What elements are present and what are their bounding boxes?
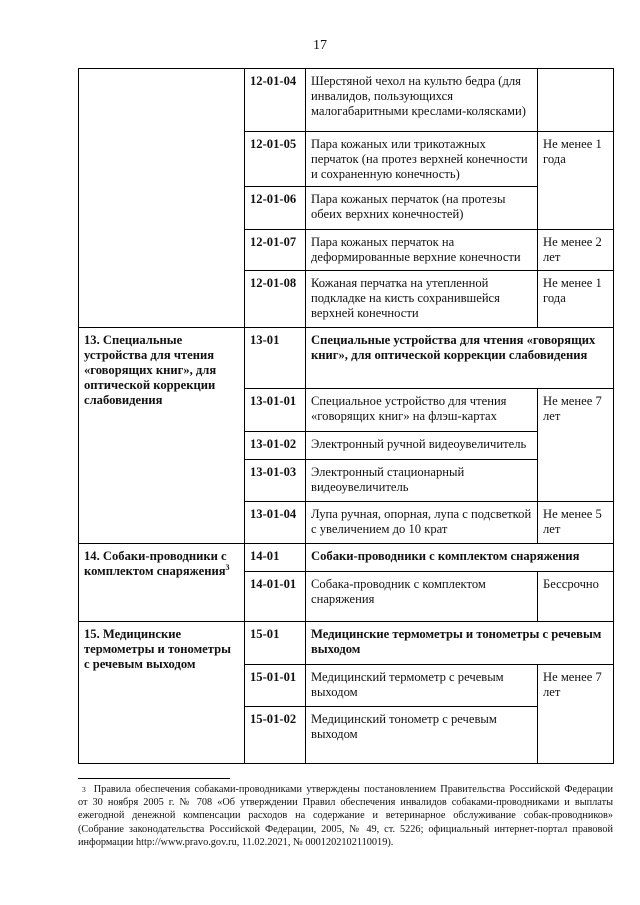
table-row [79, 622, 614, 665]
section-title [79, 544, 245, 622]
group-code: 15-01 [245, 622, 306, 665]
item-term: Не менее 5 лет [538, 502, 614, 544]
footnote-ref: 3 [225, 562, 230, 572]
item-code: 12-01-05 [245, 132, 306, 187]
document-table [78, 68, 614, 764]
section-title: 15. Медицинские термометры и тонометры с речевым выходом [79, 622, 245, 764]
item-name: Электронный ручной видеоувеличитель [306, 432, 538, 460]
item-name: Пара кожаных или трикотажных перчаток (на протез верхней конечности и сохраненную конечность) [306, 132, 538, 187]
item-term: Бессрочно [538, 572, 614, 622]
section-title: 13. Специальные устройства для чтения «говорящих книг», для оптической коррекции слабовидения [79, 328, 245, 544]
footnote-divider [78, 778, 230, 779]
item-name: Лупа ручная, опорная, лупа с подсветкой с увеличением до 10 крат [306, 502, 538, 544]
item-term [538, 69, 614, 132]
item-code: 12-01-06 [245, 187, 306, 230]
footnote-mark: 3 [82, 785, 86, 794]
item-name: Медицинский тонометр с речевым выходом [306, 707, 538, 764]
group-name: Специальные устройства для чтения «говорящих книг», для оптической коррекции слабовидения [306, 328, 614, 389]
item-code: 15-01-02 [245, 707, 306, 764]
item-name: Пара кожаных перчаток на деформированные верхние конечности [306, 230, 538, 271]
table-row [79, 328, 614, 389]
item-term: Не менее 2 лет [538, 230, 614, 271]
item-name: Шерстяной чехол на культю бедра (для инвалидов, пользующихся малогабаритными креслами-колясками) [306, 69, 538, 132]
footnote-text: Правила обеспечения собаками-проводниками утверждены постановлением Правительства Российской Федерации от 30 ноября 2005 г. № 708 «Об утверждении Правил обеспечения инвалидов собаками-проводниками и выплаты ежегодной денежной компенсации расходов на содержание и ветеринарное обслуживание собак-проводников» (Собрание законодательства Российской Федерации, 2005, № 49, ст. 5226; официальный интернет-портал правовой информации http://www.pravo.gov.ru, 11.02.2021, № 0001202102110019). [78, 784, 613, 848]
item-term: Не менее 1 года [538, 271, 614, 328]
group-code: 13-01 [245, 328, 306, 389]
footnote [78, 783, 613, 849]
item-code: 13-01-01 [245, 389, 306, 432]
item-code: 12-01-07 [245, 230, 306, 271]
item-name: Кожаная перчатка на утепленной подкладке на кисть сохранившейся верхней конечности [306, 271, 538, 328]
section-title-text: 14. Собаки-проводники с комплектом снаряжения [84, 549, 227, 578]
item-term: Не менее 7 лет [538, 389, 614, 502]
item-code: 13-01-04 [245, 502, 306, 544]
item-term: Не менее 1 года [538, 132, 614, 230]
group-name: Собаки-проводники с комплектом снаряжения [306, 544, 614, 572]
item-name: Электронный стационарный видеоувеличитель [306, 460, 538, 502]
item-code: 15-01-01 [245, 665, 306, 707]
item-name: Собака-проводник с комплектом снаряжения [306, 572, 538, 622]
table-row [79, 69, 614, 132]
table-row [79, 544, 614, 572]
group-code: 14-01 [245, 544, 306, 572]
item-name: Медицинский термометр с речевым выходом [306, 665, 538, 707]
page-number: 17 [313, 38, 327, 53]
item-code: 13-01-02 [245, 432, 306, 460]
section-cell-empty [79, 69, 245, 328]
item-name: Специальное устройство для чтения «говорящих книг» на флэш-картах [306, 389, 538, 432]
item-code: 14-01-01 [245, 572, 306, 622]
item-term: Не менее 7 лет [538, 665, 614, 764]
item-name: Пара кожаных перчаток (на протезы обеих верхних конечностей) [306, 187, 538, 230]
item-code: 13-01-03 [245, 460, 306, 502]
group-name: Медицинские термометры и тонометры с речевым выходом [306, 622, 614, 665]
item-code: 12-01-08 [245, 271, 306, 328]
item-code: 12-01-04 [245, 69, 306, 132]
